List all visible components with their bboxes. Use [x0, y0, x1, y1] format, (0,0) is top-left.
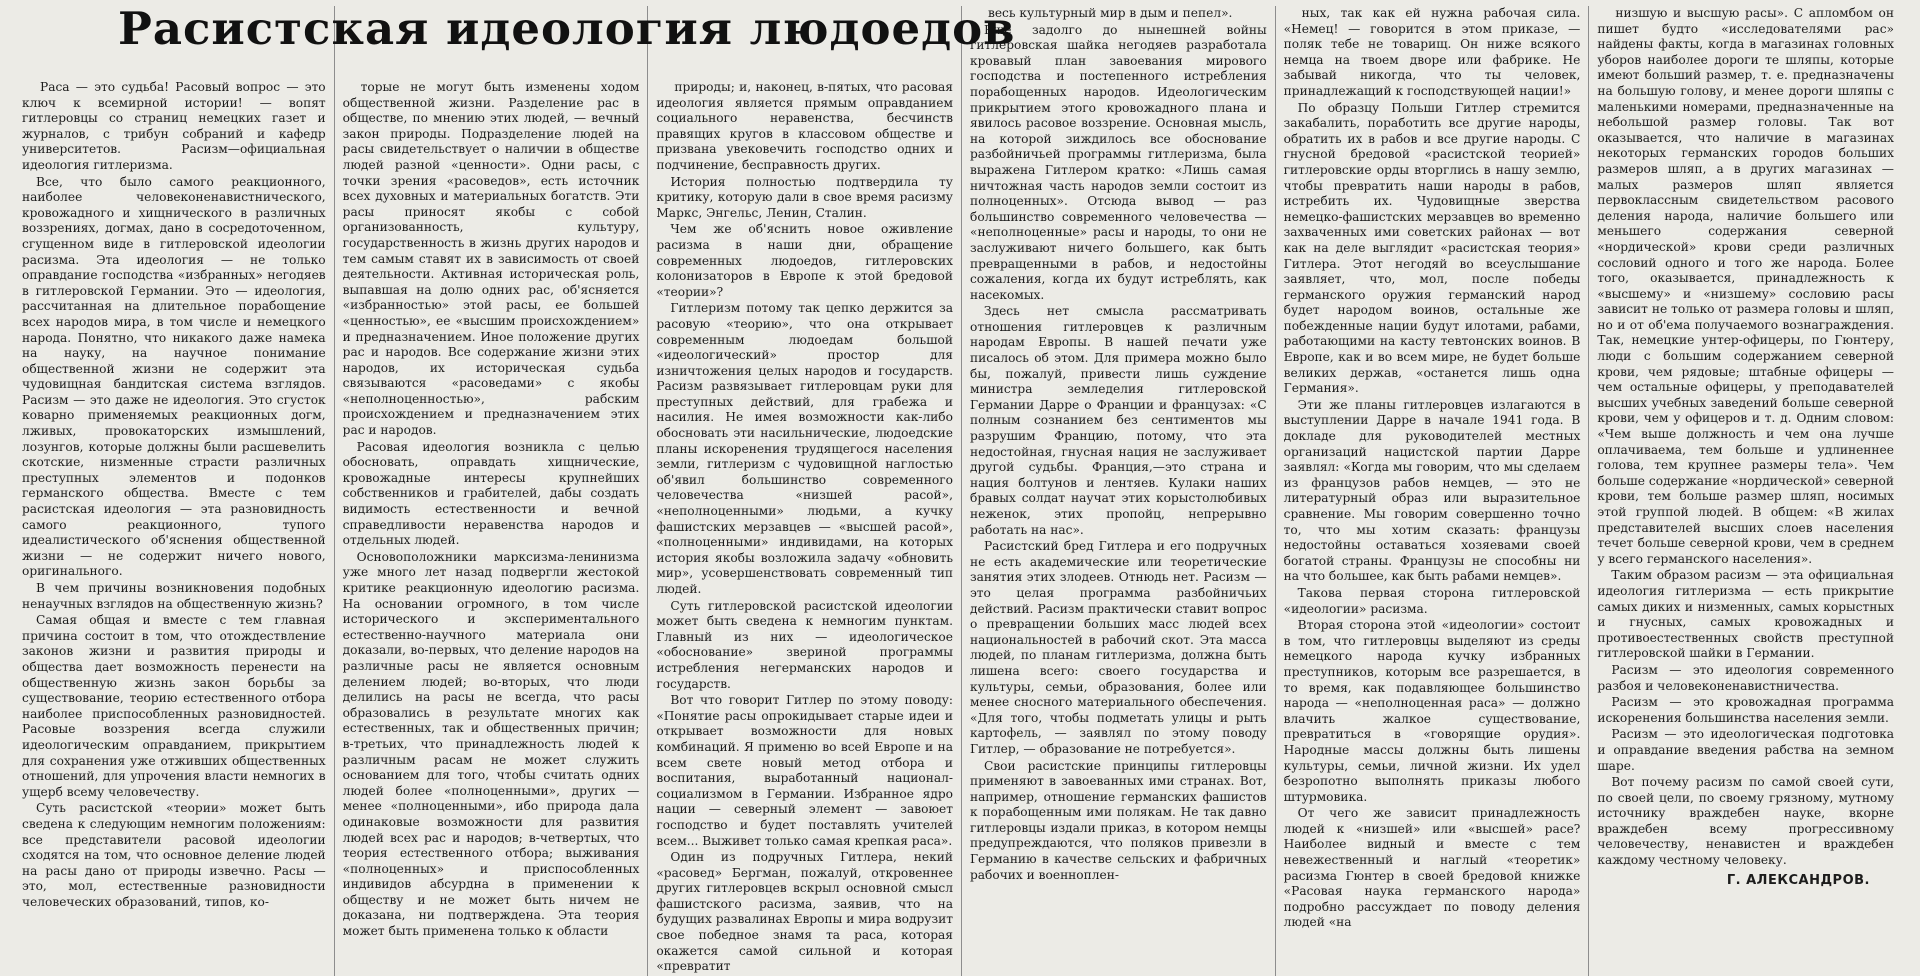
article-paragraph: ных, так как ей нужна рабочая сила. «Немец! — говорится в этом приказе, — поляк тебе не товарищ. Он ниже всякого немца на твоем дворе или фабрике. Не забывай никогда, что ты человек, принадлежащий к господствующей нации!»	[1283, 6, 1581, 98]
article-paragraph: Суть расистской «теории» может быть сведена к следующим немногим положениям: все представители расовой идеологии сходятся на том, что основное деление людей на расы дано от природы извечно. Расы — это, мол, естественные разновидности человеческих образований, типов, ко-	[22, 801, 326, 909]
article-headline: Расистская идеология людоедов	[118, 2, 1016, 55]
article-paragraph: торые не могут быть изменены ходом общественной жизни. Разделение рас в обществе, по мнению этих людей, — вечный закон природы. Подразделение людей на расы свидетельствует о наличии в обществе людей разной «ценности». Одни расы, с точки зрения «расоведов», есть источник всех духовных и материальных богатств. Эти расы приносят якобы с собой организованность, культуру, государственность в жизнь других народов и тем самым ставят их в зависимость от своей деятельности. Активная историческая роль, выпавшая на долю одних рас, об'ясняется «избранностью» этой расы, ее большей «ценностью», ее «высшим происхождением» и предназначением. Иное положение других рас и народов. Все содержание жизни этих народов, их историческая судьба связываются «расоведами» с якобы «неполноценностью», рабским происхождением и предназначением этих рас и народов.	[342, 80, 640, 438]
column-5	[1275, 6, 1589, 976]
article-paragraph: Основоположники марксизма-ленинизма уже много лет назад подвергли жестокой критике реакционную идеологию расизма. На основании огромного, в том числе исторического и экспериментального естественно-научного материала они доказали, во-первых, что деление народов на различные расы не является основным делением людей; во-вторых, что люди делились на расы не всегда, что расы образовались в результате многих как естественных, так и общественных причин; в-третьих, что принадлежность людей к различным расам не может служить основанием для того, чтобы считать одних людей более «полноценными», других — менее «полноценными», ибо природа дала одинаковые возможности для развития людей всех рас и народов; в-четвертых, что теория естественного отбора; выживания «полноценных» и приспособленных индивидов абсурдна в применении к обществу и не может быть ничем не доказана, ни подтверждена. Эта теория может быть применена только к области	[342, 549, 640, 939]
article-paragraph: История полностью подтвердила ту критику, которую дали в свое время расизму Маркс, Энгельс, Ленин, Сталин.	[656, 174, 953, 220]
article-paragraph: Таким образом расизм — эта официальная идеология гитлеризма — есть прикрытие самых диких и низменных, самых корыстных и гнусных, самых кровожадных и противоестественных свойств преступной гитлеровской шайки в Германии.	[1597, 568, 1894, 661]
article-paragraph: Вторая сторона этой «идеологии» состоит в том, что гитлеровцы выделяют из среды немецкого народа кучку избранных преступников, которым все разрешается, в то время, как подавляющее большинство народа — «неполноценная раса» — должно влачить жалкое существование, превратиться в «говорящие орудия». Народные массы должны быть лишены культуры, семьи, личной жизни. Их удел безропотно выполнять приказы любого штурмовика.	[1283, 618, 1581, 804]
article-paragraph: Суть гитлеровской расистской идеологии может быть сведена к немногим пунктам. Главный из них — идеологическое «обоснование» звериной программы истребления негерманских народов и государств.	[656, 598, 953, 691]
article-paragraph: В чем причины возникновения подобных ненаучных взглядов на общественную жизнь?	[22, 581, 326, 611]
article-paragraph: Еще задолго до нынешней войны гитлеровская шайка негодяев разработала кровавый план завоевания мирового господства и постепенного истребления порабощенных народов. Идеологическим прикрытием этого кровожадного плана и явилось расовое воззрение. Основная мысль, на которой зиждилось все обоснование разбойничьей программы гитлеризма, была выражена Гитлером кратко: «Лишь самая ничтожная часть народов земли состоит из полноценных». Отсюда вывод — раз большинство современного человечества — «неполноценные» расы и народы, то они не заслуживают ничего большего, как быть превращенными в рабов, и недостойны сожаления, когда их будут истреблять, как насекомых.	[969, 22, 1267, 302]
article-paragraph: Гитлеризм потому так цепко держится за расовую «теорию», что она открывает современным людоедам большой «идеологический» простор для изничтожения целых народов и государств. Расизм развязывает гитлеровцам руки для преступных действий, для грабежа и насилия. Не имея возможности как-либо обосновать эти насильнические, людоедские планы искоренения трудящегося населения земли, гитлеризм с чудовищной наглостью об'явил большинство современного человечества «низшей расой», «неполноценными» людьми, а кучку фашистских мерзавцев — «высшей расой», «полноценными» индивидами, на которых история якобы возложила задачу «обновить мир», усовершенствовать современный тип людей.	[656, 301, 953, 596]
article-paragraph: Раса — это судьба! Расовый вопрос — это ключ к всемирной истории! — вопят гитлеровцы со страниц немецких газет и журналов, с трибун собраний и кафедр университетов. Расизм—официальная идеология гитлеризма.	[22, 80, 326, 172]
column-4	[961, 6, 1275, 976]
article-paragraph: Расизм — это идеологическая подготовка и оправдание введения рабства на земном шаре.	[1597, 727, 1894, 773]
article-paragraph: Свои расистские принципы гитлеровцы применяют в завоеванных ими странах. Вот, например, отношение германских фашистов к порабощенным ими полякам. Не так давно гитлеровцы издали приказ, в котором немцы предупреждаются, что поляков привезли в Германию в качестве сельских и фабричных рабочих и военноплен-	[969, 758, 1267, 882]
article-paragraph: От чего же зависит принадлежность людей к «низшей» или «высшей» расе? Наиболее видный и вместе с тем невежественный и наглый «теоретик» расизма Гюнтер в своей бредовой книжке «Расовая наука германского народа» подробно рассуждает по поводу деления людей «на	[1283, 806, 1581, 930]
author-signature: Г. АЛЕКСАНДРОВ.	[1726, 872, 1870, 888]
article-paragraph: Расизм — это кровожадная программа искоренения большинства населения земли.	[1597, 695, 1894, 725]
article-paragraph: низшую и высшую расы». С апломбом он пишет будто «исследователями рас» найдены факты, когда в магазинах головных уборов наиболее дороги те шляпы, которые имеют больший размер, т. е. предназначены на большую голову, и менее дороги шляпы с маленькими номерами, предназначенные на небольшой размер головы. Так вот оказывается, что наличие в магазинах некоторых германских городов больших размеров шляп, а в других магазинах — малых размеров шляп является первоклассным свидетельством расового деления народа, наличие большего или меньшего содержания северной «нордической» крови среди различных сословий одного и того же народа. Более того, оказывается, принадлежность к «высшему» и «низшему» сословию расы зависит не только от размера головы и шляп, но и от об'ема получаемого вознаграждения. Так, немецкие унтер-офицеры, по Гюнтеру, люди с большим содержанием северной крови, чем рядовые; штабные офицеры — чем остальные офицеры, у преподавателей высших учебных заведений больше северной крови, чем у офицеров и т. д. Одним словом: «Чем выше должность и чем она лучше оплачиваема, тем больше и удлиненнее голова, тем крупнее размеры тела». Чем больше содержание «нордической» северной крови, тем больше размер шляп, носимых этой группой людей. В общем: «В жилах представителей высших слоев населения течет больше северной крови, чем в среднем у всего германского населения».	[1597, 6, 1894, 566]
article-paragraph: природы; и, наконец, в-пятых, что расовая идеология является прямым оправданием социального неравенства, бесчинств правящих кругов в классовом обществе и призвана увековечить господство одних и подчинение, бесправность других.	[656, 80, 953, 172]
article-paragraph: Расистский бред Гитлера и его подручных не есть академические или теоретические занятия этих злодеев. Отнюдь нет. Расизм — это целая программа разбойничьих действий. Расизм практически ставит вопрос о превращении больших масс людей всех национальностей в рабочий скот. Эта масса людей, по планам гитлеризма, должна быть лишена всего: своего государства и культуры, семьи, образования, более или менее сносного материального обеспечения. «Для того, чтобы подметать улицы и рыть картофель, — заявлял по этому поводу Гитлер, — образование не потребуется».	[969, 539, 1267, 756]
column-1	[20, 6, 334, 976]
article-paragraph: Вот почему расизм по самой своей сути, по своей цели, по своему грязному, мутному источнику враждебен науке, вкорне враждебен всему прогрессивному человечеству, ненавистен и враждебен каждому честному человеку.	[1597, 775, 1894, 868]
column-3	[647, 6, 961, 976]
article-paragraph: Один из подручных Гитлера, некий «расовед» Бергман, пожалуй, откровеннее других гитлеровцев вскрыл основной смысл фашистского расизма, заявив, что на будущих развалинах Европы и мира водрузит свое победное знамя та раса, которая окажется самой сильной и которая «превратит	[656, 850, 953, 974]
article-paragraph: весь культурный мир в дым и пепел».	[987, 6, 1233, 20]
article-paragraph: Все, что было самого реакционного, наиболее человеконенавистнического, кровожадного и хищнического в различных воззрениях, догмах, дано в сосредоточенном, сгущенном виде в гитлеровской идеологии расизма. Эта идеология — не только оправдание господства «избранных» негодяев в гитлеровской Германии. Это — идеология, рассчитанная на длительное порабощение всех народов мира, в том числе и немецкого народа. Понятно, что никакого даже намека на науку, на научное понимание общественной жизни не содержит эта чудовищная бандитская система взглядов. Расизм — это даже не идеология. Это сгусток коварно применяемых реакционных догм, лживых, провокаторских измышлений, лозунгов, которые должны были расшевелить скотские, низменные страсти различных преступных элементов и подонков германского общества. Вместе с тем расистская идеология — эта разновидность самого реакционного, тупого идеалистического об'яснения общественной жизни — не содержит ничего нового, оригинального.	[22, 174, 326, 579]
article-paragraph: Чем же об'яснить новое оживление расизма в наши дни, обращение современных людоедов, гитлеровских колонизаторов в Европе к этой бредовой «теории»?	[656, 222, 953, 299]
article-paragraph: Эти же планы гитлеровцев излагаются в выступлении Дарре в начале 1941 года. В докладе для руководителей местных организаций нацистской партии Дарре заявлял: «Когда мы говорим, что мы сделаем из французов рабов немцев, — это не литературный образ или выразительное сравнение. Мы говорим совершенно точно то, что мы хотим сказать: французы недостойны оставаться хозяевами своей богатой страны. Французы не способны ни на что большее, как быть рабами немцев».	[1283, 397, 1581, 584]
column-6	[1588, 6, 1902, 976]
article-paragraph: Вот что говорит Гитлер по этому поводу: «Понятие расы опрокидывает старые идеи и открывает возможности для новых комбинаций. Я применю во всей Европе и на всем свете новый метод отбора и воспитания, выработанный национал-социализмом в Германии. Избранное ядро нации — северный элемент — завоюет господство и будет поставлять учителей всем... Выживет только самая крепкая раса».	[656, 693, 953, 848]
article-paragraph: Такова первая сторона гитлеровской «идеологии» расизма.	[1283, 585, 1581, 616]
article-paragraph: Здесь нет смысла рассматривать отношения гитлеровцев к различным народам Европы. В нашей печати уже писалось об этом. Для примера можно было бы, пожалуй, привести лишь суждение министра земледелия гитлеровской Германии Дарре о Франции и французах: «С полным сознанием без сентиментов мы разрушим Францию, потому, что эта недостойная, гнусная нация не заслуживает другой судьбы. Франция,—это страна и нация болтунов и лентяев. Кулаки наших бравых солдат научат этих корыстолюбивых неженок, этих пропойц, непрерывно работать на нас».	[969, 304, 1267, 537]
article-paragraph: По образцу Польши Гитлер стремится закабалить, поработить все другие народы, обратить их в рабов и все другие народы. С гнусной бредовой «расистской теорией» гитлеровские орды вторглись в нашу землю, чтобы превратить наши народы в рабов, истребить их. Чудовищные зверства немецко-фашистских мерзавцев во временно захваченных ими советских районах — вот как на деле выглядит «расистская теория» Гитлера. Этот негодяй во всеуслышание заявляет, что, мол, после победы германского оружия германский народ будет народом воинов, остальные же побежденные нации будут илотами, рабами, работающими на касту тевтонских воинов. В Европе, как и во всем мире, не будет больше великих держав, «останется лишь одна Германия».	[1283, 100, 1581, 396]
article-paragraph: Расовая идеология возникла с целью обосновать, оправдать хищнические, кровожадные интересы крупнейших собственников и грабителей, дабы создать видимость естественности и вечной справедливости неравенства народов и отдельных людей.	[342, 439, 640, 548]
article-paragraph: Самая общая и вместе с тем главная причина состоит в том, что отождествление законов жизни и развития природы и общества дает возможность перенести на общественную жизнь закон борьбы за существование, теорию естественного отбора наиболее приспособленных разновидностей. Расовые воззрения всегда служили идеологическим оправданием, прикрытием для сохранения уже отживших общественных отношений, для упрочения власти немногих в ущерб всему человечеству.	[22, 613, 326, 799]
article-columns	[20, 6, 1902, 974]
article-paragraph: Расизм — это идеология современного разбоя и человеконенавистничества.	[1597, 662, 1894, 693]
column-2	[334, 6, 648, 976]
